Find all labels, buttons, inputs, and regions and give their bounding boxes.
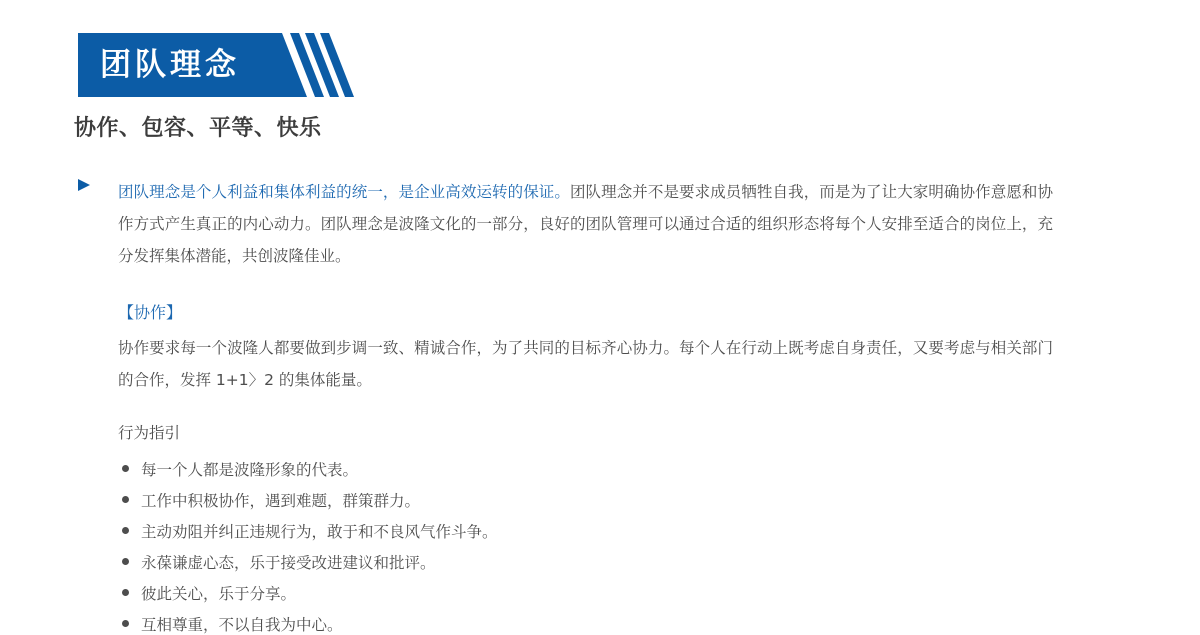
banner [78,33,378,97]
bullet-dot-icon [122,465,129,472]
list-item [118,484,1053,515]
bullet-dot-icon [122,527,129,534]
banner-title: 团队理念 [100,47,240,83]
bullet-dot-icon [122,496,129,503]
behavior-guide-list [118,453,1053,635]
cooperation-section [118,302,1053,635]
list-item-text: 主动劝阻并纠正违规行为，敢于和不良风气作斗争。 [141,522,498,541]
intro-rest: 团队理念并不是要求成员牺牲自我，而是为了让大家明确协作意愿和协作方式产生真正的内心动力。团队理念是波隆文化的一部分，良好的团队管理可以通过合适的组织形态将每个人安排至适合的岗位上，充分发挥集体潜能，共创波隆佳业。 [118,183,1053,265]
cooperation-heading: 【协作】 [118,303,183,322]
list-item [118,453,1053,484]
intro-paragraph [78,176,1058,272]
list-item [118,608,1053,635]
intro-highlight: 团队理念是个人利益和集体利益的统一，是企业高效运转的保证。 [118,183,570,201]
intro-text [118,176,1053,272]
list-item-text: 每一个人都是波隆形象的代表。 [141,460,359,479]
bullet-dot-icon [122,589,129,596]
list-item-text: 工作中积极协作，遇到难题，群策群力。 [141,491,421,510]
list-item [118,546,1053,577]
behavior-guide-heading: 行为指引 [118,424,181,442]
arrow-right-icon [78,179,90,191]
list-item [118,515,1053,546]
list-item-text: 彼此关心，乐于分享。 [141,584,297,603]
list-item [118,577,1053,608]
bullet-dot-icon [122,620,129,627]
list-item-text: 互相尊重，不以自我为中心。 [141,615,343,634]
page-subtitle: 协作、包容、平等、快乐 [74,116,322,141]
list-item-text: 永葆谦虚心态，乐于接受改进建议和批评。 [141,553,436,572]
cooperation-body: 协作要求每一个波隆人都要做到步调一致、精诚合作，为了共同的目标齐心协力。每个人在行动上既考虑自身责任，又要考虑与相关部门的合作，发挥 1+1〉2 的集体能量。 [118,339,1053,389]
bullet-dot-icon [122,558,129,565]
